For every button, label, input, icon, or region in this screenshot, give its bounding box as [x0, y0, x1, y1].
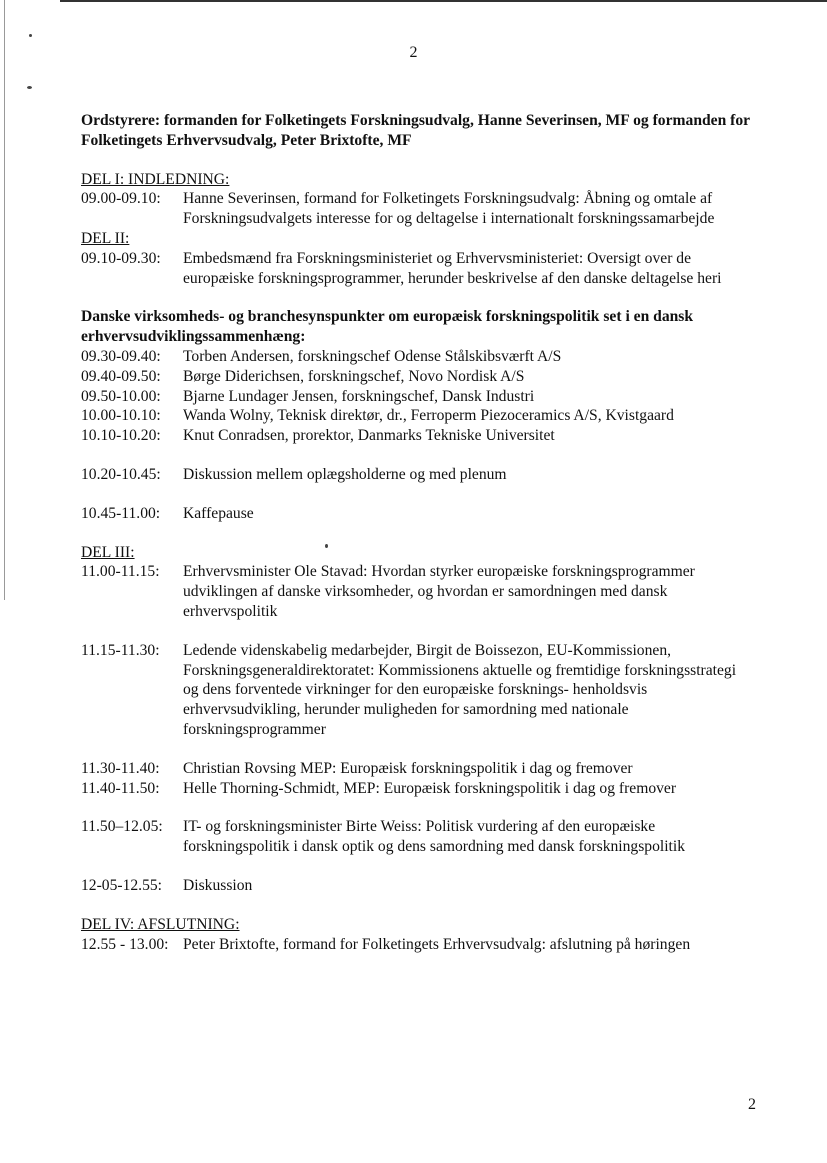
agenda-row: [81, 817, 751, 857]
agenda-row: [81, 387, 751, 407]
agenda-time: 10.20-10.45:: [81, 465, 161, 483]
scan-left-border: [4, 0, 5, 600]
section-label-del-4: DEL IV: AFSLUTNING:: [81, 915, 240, 933]
agenda-row: [81, 562, 751, 621]
agenda-text: Hanne Severinsen, formand for Folketingets Forskningsudvalg: Åbning og omtale af Forskningsudvalgets interesse for og deltagelse i internationalt forskningssamarbejde: [183, 190, 715, 228]
agenda-time: 11.50–12.05:: [81, 818, 163, 836]
agenda-text: Ledende videnskabelig medarbejder, Birgit de Boissezon, EU-Kommissionen, Forskningsgeneraldirektoratet: Kommissionens aktuelle og fremtidige forskningsstrategi og dens forventede virkninger for den europæiske forsknings- henholdsvis erhvervsudvikling, herunder muligheden for samordning med nationale forskningsprogrammer: [183, 641, 737, 738]
agenda-time: 11.30-11.40:: [81, 759, 160, 777]
agenda-text: Kaffepause: [183, 504, 254, 522]
agenda-time: 10.00-10.10:: [81, 407, 161, 425]
page-number-bottom: 2: [748, 1096, 756, 1113]
scan-speck: [27, 86, 32, 89]
agenda-time: 10.10-10.20:: [81, 427, 161, 445]
agenda-text: Wanda Wolny, Teknisk direktør, dr., Ferroperm Piezoceramics A/S, Kvistgaard: [183, 407, 674, 425]
page-number-top: 2: [409, 44, 418, 61]
agenda-row: [81, 426, 751, 446]
agenda-row: [81, 641, 751, 740]
scan-speck: [29, 34, 32, 37]
agenda-time: 09.50-10.00:: [81, 387, 161, 405]
agenda-time: 09.30-09.40:: [81, 347, 161, 365]
agenda-row-discussion: [81, 465, 751, 485]
agenda-row: [81, 367, 751, 387]
agenda-time: 11.40-11.50:: [81, 779, 160, 797]
chairs-heading: Ordstyrere: formanden for Folketingets Forskningsudvalg, Hanne Severinsen, MF og formanden for Folketingets Erhvervsudvalg, Peter Brixtofte, MF: [81, 112, 750, 149]
document-body: [81, 111, 751, 954]
agenda-time: 12-05-12.55:: [81, 876, 162, 894]
agenda-row: [81, 347, 751, 367]
section-label-del-1: DEL I: INDLEDNING:: [81, 170, 230, 188]
agenda-time: 09.00-09.10:: [81, 190, 161, 208]
agenda-text: Peter Brixtofte, formand for Folketingets Erhvervsudvalg: afslutning på høringen: [183, 935, 691, 953]
agenda-text: Erhvervsminister Ole Stavad: Hvordan styrker europæiske forskningsprogrammer udviklingen af danske virksomheder, og hvordan er samordningen med dansk erhvervspolitik: [183, 563, 695, 620]
agenda-time: 11.00-11.15:: [81, 563, 160, 581]
section-label-del-2: DEL II:: [81, 229, 130, 247]
agenda-row: [81, 935, 751, 955]
danish-views-heading: Danske virksomheds- og branchesynspunkter om europæisk forskningspolitik set i en dansk erhvervsudviklingssammenhæng:: [81, 308, 694, 346]
agenda-row: [81, 876, 751, 896]
agenda-time: 10.45-11.00:: [81, 504, 161, 522]
agenda-row: [81, 759, 751, 779]
agenda-time: 09.40-09.50:: [81, 367, 161, 385]
agenda-text: Knut Conradsen, prorektor, Danmarks Tekniske Universitet: [183, 427, 555, 445]
agenda-text: Diskussion: [183, 876, 253, 894]
section-label-del-3: DEL III:: [81, 543, 135, 561]
scan-top-border: [60, 0, 827, 2]
agenda-row: [81, 779, 751, 799]
agenda-text: IT- og forskningsminister Birte Weiss: Politisk vurdering af den europæiske forskningspolitik i dansk optik og dens samordning med dansk forskningspolitik: [183, 818, 686, 856]
agenda-row: [81, 406, 751, 426]
agenda-time: 11.15-11.30:: [81, 641, 160, 659]
agenda-row: [81, 249, 751, 289]
agenda-row: [81, 189, 751, 229]
agenda-text: Bjarne Lundager Jensen, forskningschef, Dansk Industri: [183, 387, 535, 405]
agenda-text: Christian Rovsing MEP: Europæisk forskningspolitik i dag og fremover: [183, 759, 633, 777]
agenda-text: Torben Andersen, forskningschef Odense Stålskibsværft A/S: [183, 347, 562, 365]
agenda-text: Diskussion mellem oplægsholderne og med plenum: [183, 465, 507, 483]
agenda-text: Helle Thorning-Schmidt, MEP: Europæisk forskningspolitik i dag og fremover: [183, 779, 677, 797]
agenda-text: Embedsmænd fra Forskningsministeriet og Erhvervsministeriet: Oversigt over de europæiske forskningsprogrammer, herunder beskrivelse af den danske deltagelse heri: [183, 249, 722, 287]
agenda-text: Børge Diderichsen, forskningschef, Novo Nordisk A/S: [183, 367, 525, 385]
agenda-time: 09.10-09.30:: [81, 249, 161, 267]
agenda-row-break: [81, 504, 751, 524]
agenda-time: 12.55 - 13.00:: [81, 935, 169, 953]
